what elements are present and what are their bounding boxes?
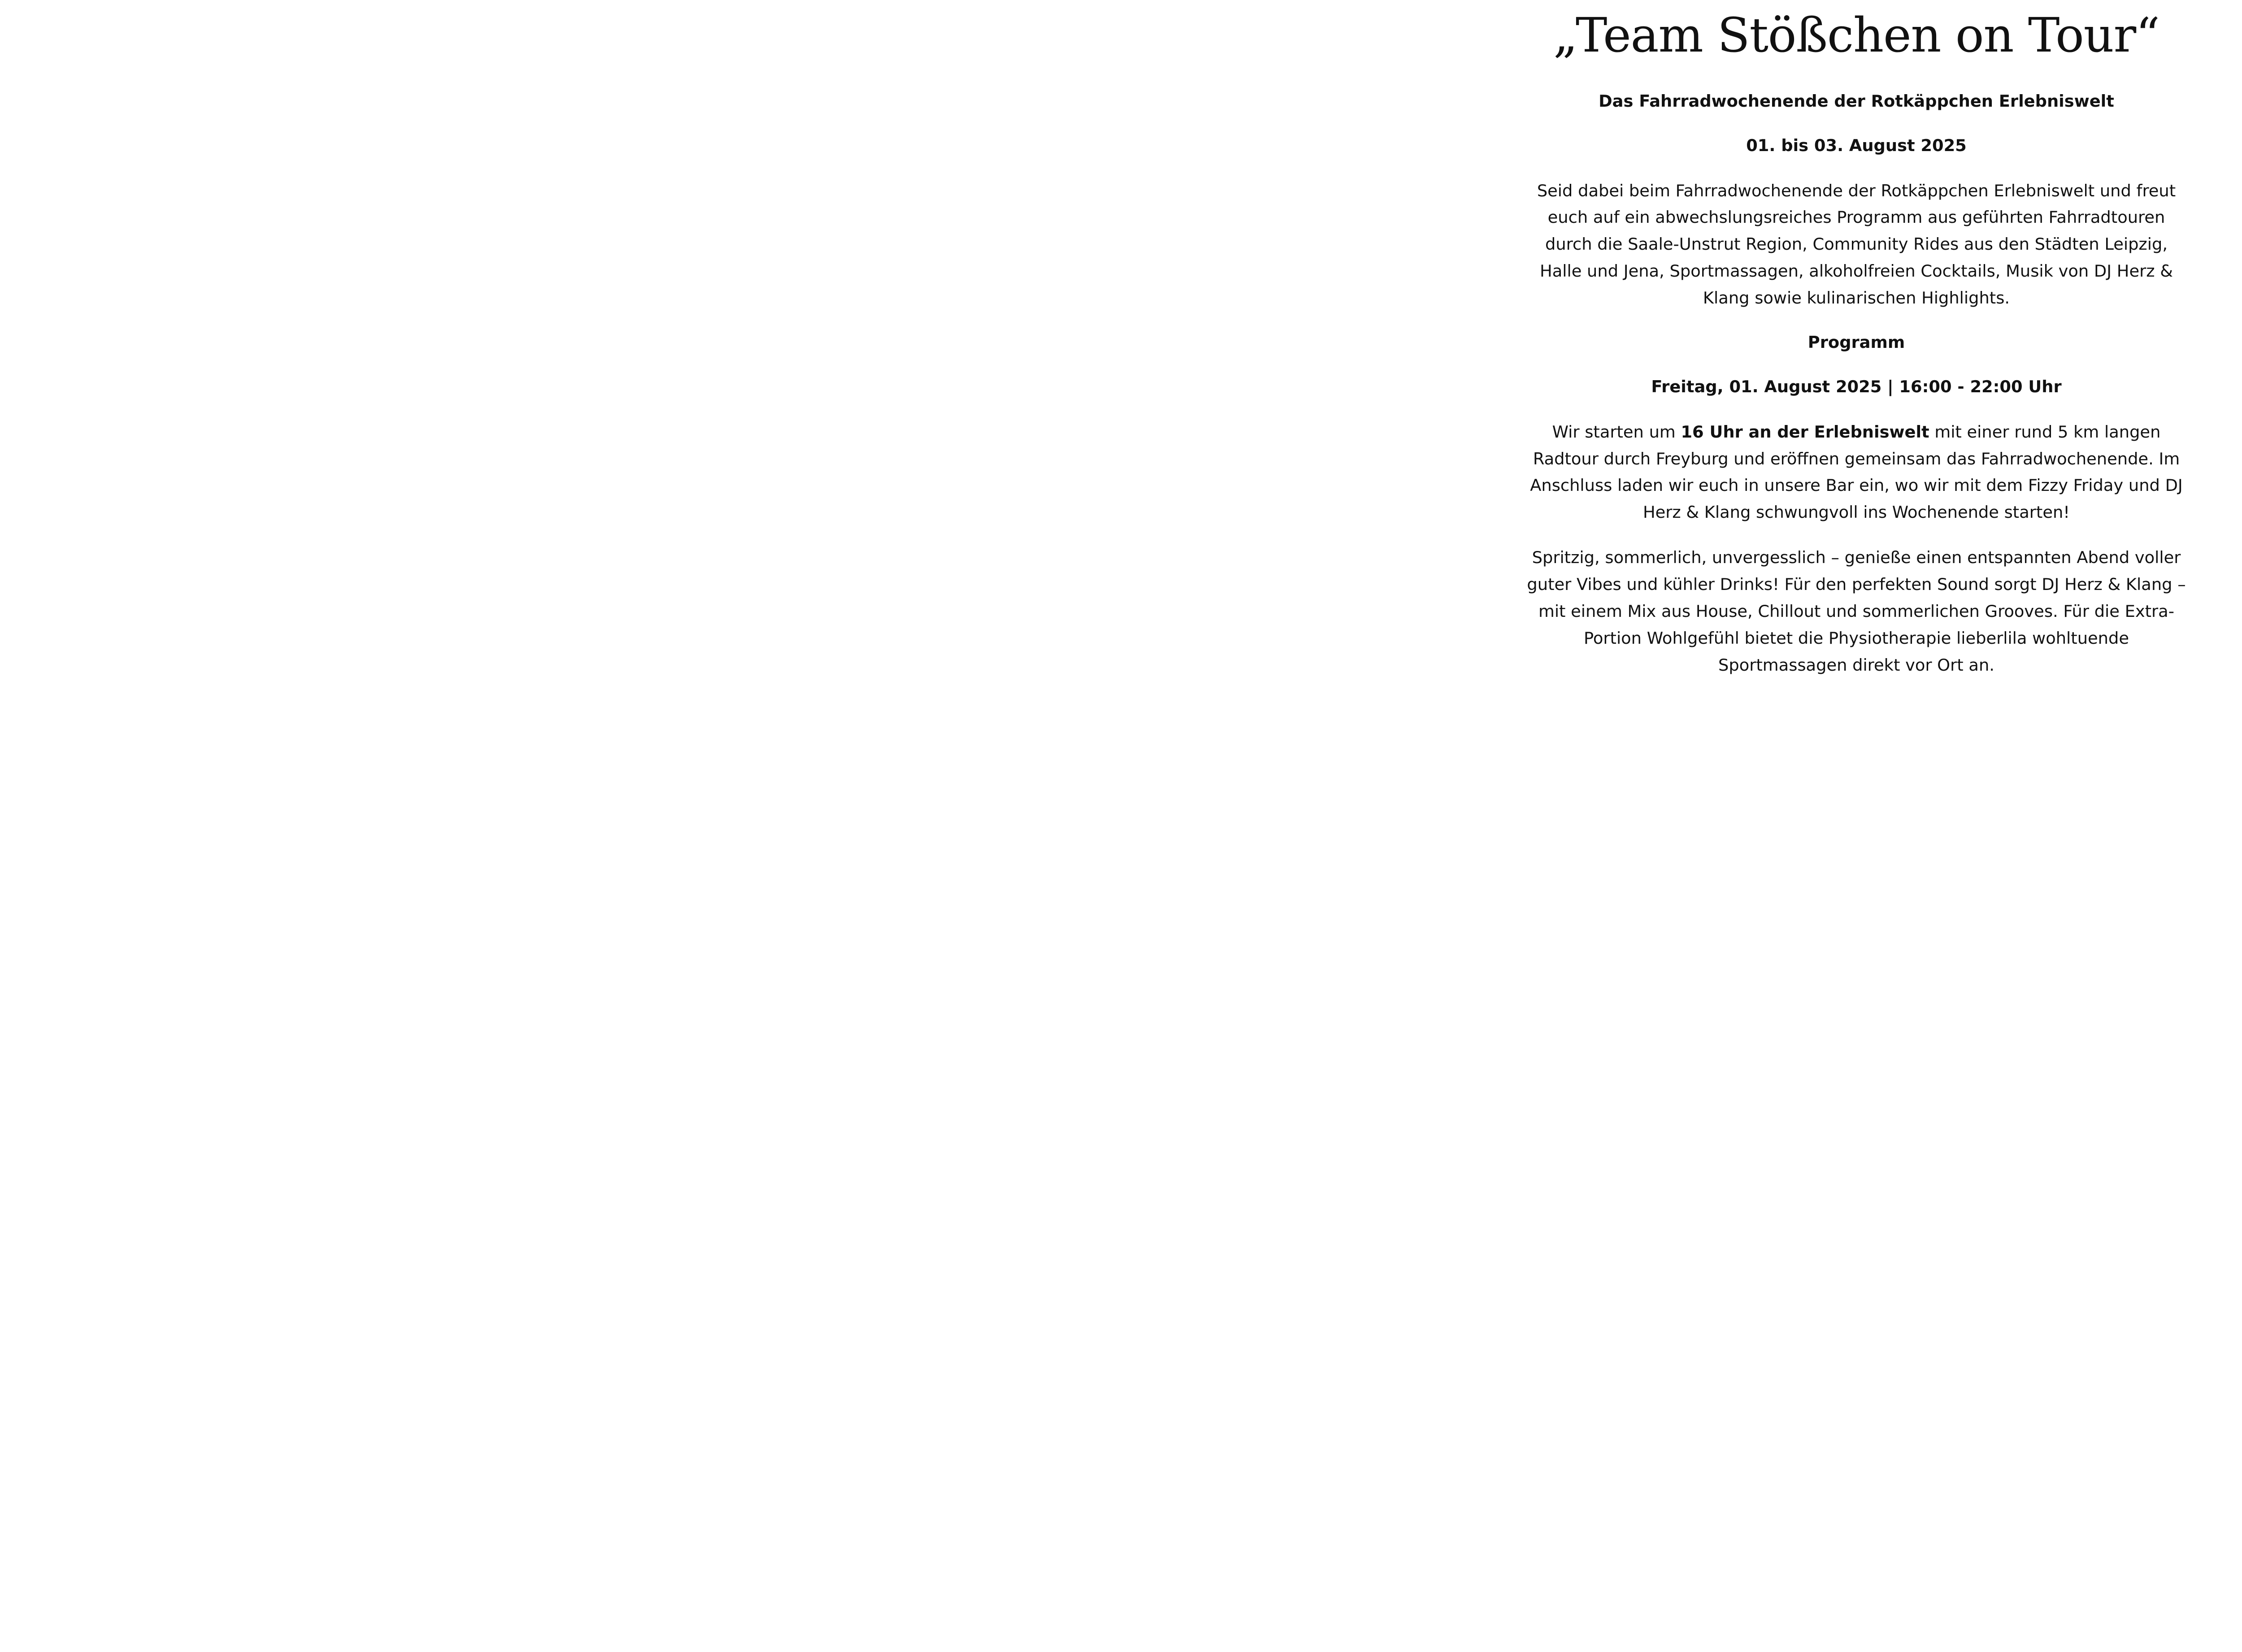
friday-heading: Freitag, 01. August 2025 | 16:00 - 22:00 Uhr — [1651, 377, 2062, 396]
friday-p1-start: Wir starten um — [1552, 422, 1681, 442]
event-subtitle: Das Fahrradwochenende der Rotkäppchen Erlebniswelt — [1599, 91, 2114, 111]
friday-p1-end: mit einer rund 5 km langen Radtour durch Freyburg und eröffnen gemeinsam das Fahrradwochenende. Im Anschluss laden wir euch in unsere Bar ein, wo wir mit dem Fizzy Friday und DJ Herz & Klang schwungvoll ins Wochenende starten! — [1530, 422, 2183, 522]
event-date: 01. bis 03. August 2025 — [1746, 135, 1967, 155]
program-heading: Programm — [1808, 332, 1905, 352]
intro-paragraph: Seid dabei beim Fahrradwochenende der Rotkäppchen Erlebniswelt und freut euch auf ein abwechslungsreiches Programm aus geführten Fahrradtouren durch die Saale-Unstrut Region, Community Rides aus den Städten Leipzig, Halle und Jena, Sportmassagen, alkoholfreien Cocktails, Musik von DJ Herz & Klang sowie kulinarischen Highlights. — [1537, 181, 2176, 308]
friday-p1-bold: 16 Uhr an der Erlebniswelt — [1681, 422, 1929, 442]
friday-paragraph-2: Spritzig, sommerlich, unvergesslich – genieße einen entspannten Abend voller guter Vibes und kühler Drinks! Für den perfekten Sound sorgt DJ Herz & Klang – mit einem Mix aus House, Chillout und sommerlichen Grooves. Für die Extra-Portion Wohlgefühl bietet die Physiotherapie lieberlila wohltuende Sportmassagen direkt vor Ort an. — [1527, 548, 2186, 675]
page-title: „Team Stößchen on Tour“ — [1553, 7, 2159, 63]
friday-paragraph-1 — [1526, 419, 2186, 526]
article-content — [1526, 5, 2186, 679]
